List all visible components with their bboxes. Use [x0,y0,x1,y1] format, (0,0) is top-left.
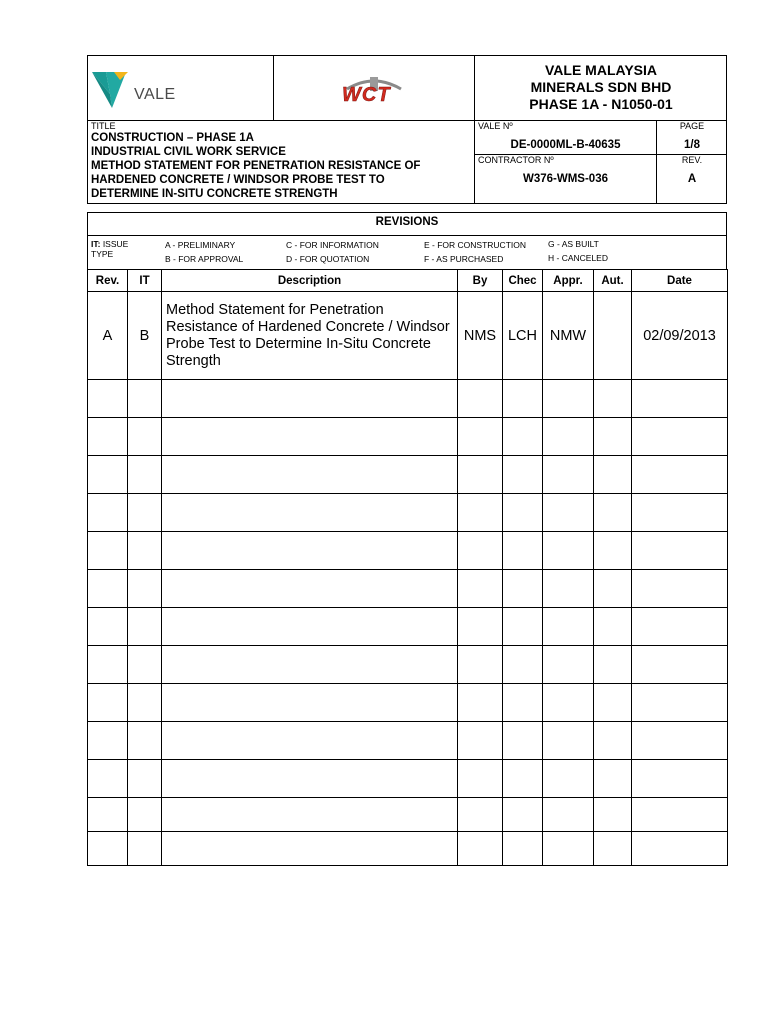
revisions-heading-divider [87,235,727,236]
table-row [88,532,728,570]
legend-f: F - AS PURCHASED [424,254,504,264]
table-row [88,380,728,418]
table-row [88,292,728,380]
contractor-no-value: W376-WMS-036 [523,173,608,185]
page-value: 1/8 [684,139,700,151]
table-row [88,798,728,832]
col-by-header: By [458,270,503,292]
legend-h: H - CANCELED [548,253,608,263]
cell-date: 02/09/2013 [632,292,728,380]
legend-a: A - PRELIMINARY [165,240,236,250]
title-line-4: HARDENED CONCRETE / WINDSOR PROBE TEST TO [91,174,385,186]
legend-c: C - FOR INFORMATION [286,240,379,250]
issue-type-label-line2: TYPE [91,249,114,259]
legend-b: B - FOR APPROVAL [165,254,244,264]
cell-approved: NMW [543,292,594,380]
revisions-heading: REVISIONS [375,216,439,228]
issue-type-label [91,239,128,249]
title-line-3: METHOD STATEMENT FOR PENETRATION RESISTANCE OF [91,160,421,172]
company-name [475,62,727,113]
cell-rev: A [88,292,128,380]
rev-label: REV. [681,155,703,165]
wct-logo [339,75,409,107]
vale-logo-text: VALE [134,86,176,103]
header-hline [87,120,727,121]
wct-logo-text: WCT [342,84,391,106]
vale-no-label: VALE Nº [478,121,513,131]
col-it-header: IT [128,270,162,292]
col-rev-header: Rev. [88,270,128,292]
cell-it: B [128,292,162,380]
company-line-1: VALE MALAYSIA [544,62,657,78]
col-check-header: Chec [503,270,543,292]
title-line-1: CONSTRUCTION – PHASE 1A [91,132,254,144]
legend-e: E - FOR CONSTRUCTION [424,240,526,250]
col-approved-header: Appr. [543,270,594,292]
issue-type-label-bold: IT: [91,239,101,249]
legend-g: G - AS BUILT [548,239,599,249]
company-line-2: MINERALS SDN BHD [530,79,672,95]
document-title [91,131,420,201]
rev-value: A [687,173,697,185]
cell-description: Method Statement for Penetration Resistance of Hardened Concrete / Windsor Probe Test to Determine In-Situ Concrete Strength [162,292,458,380]
col-description-header: Description [162,270,458,292]
table-row [88,722,728,760]
table-row [88,684,728,722]
table-row [88,832,728,866]
table-row [88,608,728,646]
table-header-row [88,270,728,292]
logo-divider-1 [273,55,274,120]
company-line-3: PHASE 1A - N1050-01 [529,96,673,112]
title-line-2: INDUSTRIAL CIVIL WORK SERVICE [91,146,286,158]
legend-d: D - FOR QUOTATION [286,254,370,264]
cell-check: LCH [503,292,543,380]
table-row [88,570,728,608]
contractor-no-label: CONTRACTOR Nº [478,155,554,165]
table-row [88,646,728,684]
title-line-5: DETERMINE IN-SITU CONCRETE STRENGTH [91,188,338,200]
col-date-header: Date [632,270,728,292]
table-row [88,494,728,532]
table-row [88,456,728,494]
issue-type-label-rest: ISSUE [100,239,129,249]
page-label: PAGE [679,121,705,131]
vale-no-value: DE-0000ML-B-40635 [510,139,621,151]
title-label: TITLE [91,121,116,131]
vale-logo [92,70,182,110]
revisions-table [87,269,728,866]
col-aut-header: Aut. [594,270,632,292]
cell-by: NMS [458,292,503,380]
table-row [88,418,728,456]
cell-aut [594,292,632,380]
table-row [88,760,728,798]
